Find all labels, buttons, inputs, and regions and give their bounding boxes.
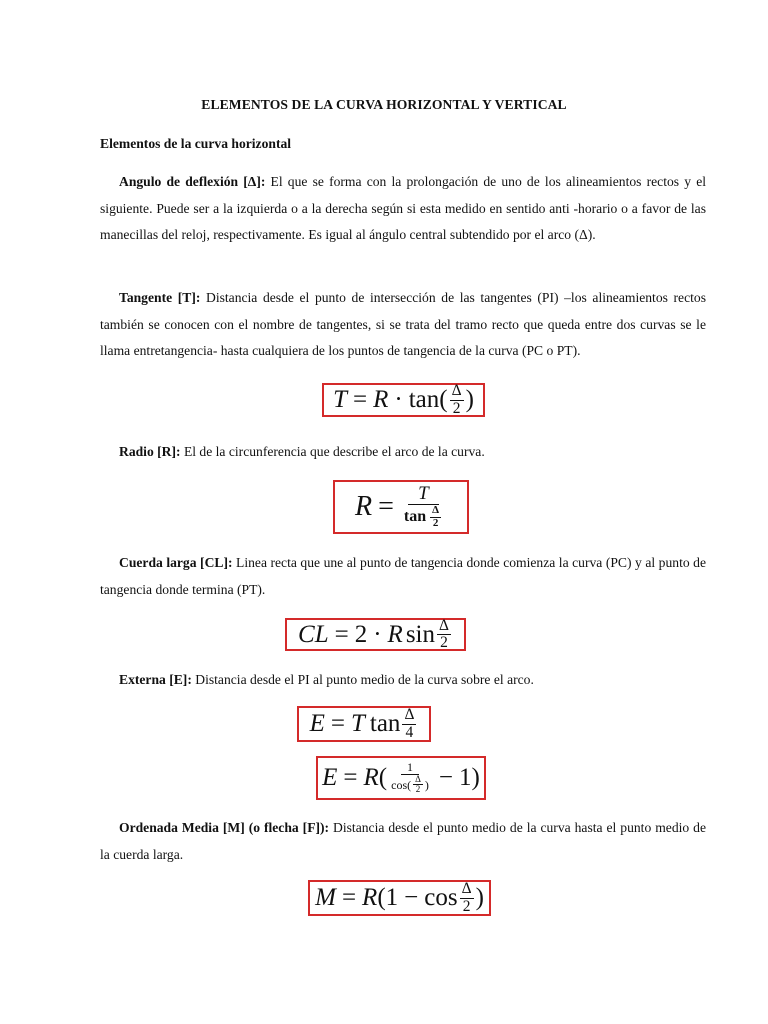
term-cuerda: Cuerda larga [CL]: xyxy=(119,555,233,570)
formula-externa2-num: 1 xyxy=(401,761,419,775)
formula-externa1-fraction xyxy=(402,707,416,741)
formula-ordenada-eq: = xyxy=(341,884,357,911)
formula-tangente-fn: tan( xyxy=(408,386,448,413)
formula-radio-inner-fraction xyxy=(430,505,441,529)
formula-radio-eq: = xyxy=(378,491,394,522)
formula-cuerda-dot: · xyxy=(373,620,382,648)
formula-ordenada-minus: − xyxy=(404,884,419,911)
formula-radio-fraction xyxy=(402,484,445,529)
formula-radio-inner-den: 2 xyxy=(432,516,439,529)
term-tangente: Tangente [T]: xyxy=(119,290,201,305)
formula-externa2-minus: − xyxy=(438,764,454,791)
formula-ordenada xyxy=(308,880,491,916)
formula-externa2-close: ) xyxy=(471,764,480,791)
formula-cuerda-lhs: CL xyxy=(298,620,329,648)
formula-externa2-inner-den: 2 xyxy=(415,784,421,795)
formula-externa-1 xyxy=(297,706,431,742)
formula-externa2-fraction xyxy=(389,761,431,794)
term-radio: Radio [R]: xyxy=(119,444,181,459)
formula-cuerda-two: 2 xyxy=(354,620,368,648)
formula-radio-inner-num: Δ xyxy=(432,504,440,517)
text-cuerda: Linea recta que une al punto de tangencia donde comienza la curva (PC) y al punto de tangencia donde termina (PT). xyxy=(100,555,706,597)
formula-externa2-open: ( xyxy=(378,764,388,791)
text-tangente: Distancia desde el punto de intersección de las tangentes (PI) –los alineamientos rectos también se conocen con el nombre de tangentes, si se trata del tramo recto que queda entre dos curvas se le llama entretangencia- hasta cualquiera de los puntos de tangencia de la curva (PC o PT). xyxy=(100,290,706,358)
formula-radio-num: T xyxy=(408,484,439,505)
formula-externa2-fn: cos( xyxy=(391,777,412,792)
formula-externa1-fn: tan xyxy=(369,710,401,737)
formula-radio-den xyxy=(402,505,445,529)
text-radio: El de la circunferencia que describe el arco de la curva. xyxy=(180,444,485,459)
formula-externa2-den xyxy=(389,775,431,795)
formula-tangente-den: 2 xyxy=(452,399,461,417)
formula-tangente-close: ) xyxy=(465,386,474,413)
text-ordenada: Distancia desde el punto medio de la curva hasta el punto medio de la cuerda larga. xyxy=(100,820,706,862)
formula-tangente-dot: · xyxy=(394,386,403,413)
paragraph-cuerda xyxy=(100,550,706,603)
paragraph-tangente xyxy=(100,285,706,365)
formula-radio-fn: tan xyxy=(403,508,427,526)
formula-externa2-fnclose: ) xyxy=(424,777,429,792)
formula-tangente-lhs: T xyxy=(333,386,347,413)
formula-externa2-inner-fraction xyxy=(413,775,423,795)
term-externa: Externa [E]: xyxy=(119,672,192,687)
formula-tangente xyxy=(322,383,485,417)
text-deflexion: El que se forma con la prolongación de uno de los alineamientos rectos y el siguiente. Puede ser a la izquierda o a la derecha según si esta medido en sentido anti -horario o a favor de las manecillas del reloj, respectivamente. Es igual al ángulo central subtendido por el arco (Δ). xyxy=(100,174,707,242)
formula-cuerda xyxy=(285,618,466,651)
formula-externa1-eq: = xyxy=(330,710,345,737)
formula-ordenada-fn: cos xyxy=(424,884,458,911)
formula-externa2-lhs: E xyxy=(322,764,338,791)
formula-ordenada-fraction xyxy=(460,881,474,915)
formula-radio-lhs: R xyxy=(354,491,373,522)
formula-ordenada-lhs: M xyxy=(315,884,336,911)
formula-ordenada-open: (1 xyxy=(377,884,399,911)
paragraph-radio xyxy=(100,439,706,466)
formula-cuerda-r: R xyxy=(387,620,403,648)
formula-radio xyxy=(333,480,469,534)
formula-ordenada-num: Δ xyxy=(461,880,472,898)
formula-externa2-r: R xyxy=(363,764,379,791)
formula-cuerda-num: Δ xyxy=(439,616,449,634)
formula-ordenada-den: 2 xyxy=(462,897,471,915)
formula-externa2-one: 1 xyxy=(459,764,472,791)
formula-cuerda-den: 2 xyxy=(440,634,448,651)
formula-tangente-fraction xyxy=(450,383,464,417)
formula-externa2-eq: = xyxy=(343,764,358,791)
paragraph-externa xyxy=(100,667,706,694)
formula-tangente-num: Δ xyxy=(451,382,462,400)
formula-tangente-eq: = xyxy=(353,386,368,413)
term-ordenada: Ordenada Media [M] (o flecha [F]): xyxy=(119,820,330,835)
formula-externa1-num: Δ xyxy=(404,706,415,724)
formula-externa1-den: 4 xyxy=(405,723,414,741)
formula-externa1-t: T xyxy=(350,710,365,737)
text-externa: Distancia desde el PI al punto medio de la curva sobre el arco. xyxy=(191,672,534,687)
formula-externa2-inner-num: Δ xyxy=(415,773,421,784)
section-heading: Elementos de la curva horizontal xyxy=(100,136,292,151)
formula-ordenada-r: R xyxy=(362,884,378,911)
formula-cuerda-fraction xyxy=(437,618,451,652)
term-deflexion: Angulo de deflexión [Δ]: xyxy=(119,174,266,189)
document-title: ELEMENTOS DE LA CURVA HORIZONTAL Y VERTICAL xyxy=(201,97,567,112)
formula-tangente-r: R xyxy=(373,386,389,413)
formula-externa-2 xyxy=(316,756,486,800)
formula-cuerda-eq: = xyxy=(334,620,349,648)
formula-cuerda-fn: sin xyxy=(405,620,436,648)
paragraph-ordenada xyxy=(100,815,706,868)
paragraph-deflexion xyxy=(100,169,706,249)
formula-ordenada-close: ) xyxy=(475,884,484,911)
formula-externa1-lhs: E xyxy=(309,710,325,737)
